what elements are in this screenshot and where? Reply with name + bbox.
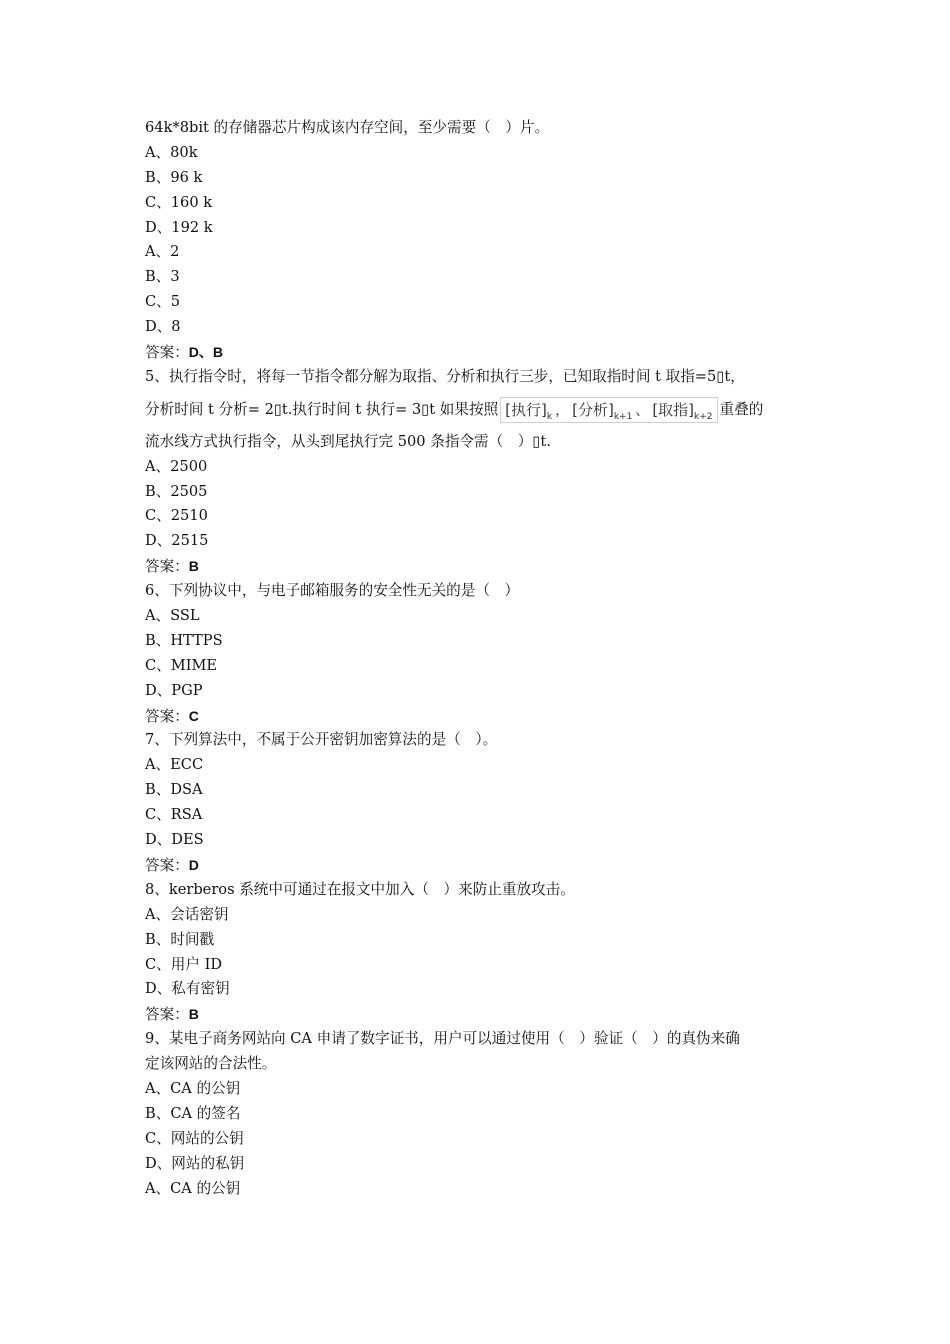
answer-label: 答案： — [145, 856, 189, 874]
option-line: D、192 k — [145, 218, 213, 236]
option-line: A、会话密钥 — [145, 905, 229, 923]
option-line: C、160 k — [145, 193, 213, 211]
answer-label: 答案： — [145, 558, 189, 576]
option-line: A、2500 — [145, 457, 208, 475]
answer-value: D、B — [188, 344, 224, 361]
option-line: D、私有密钥 — [145, 980, 230, 998]
q5-line2-suffix: 重叠的 — [719, 400, 764, 418]
formula-term-fetch: [取指] — [652, 400, 695, 419]
formula-separator: ， — [555, 402, 570, 419]
formula-sub-k1: k+1 — [613, 411, 633, 422]
option-line: B、HTTPS — [145, 631, 223, 649]
formula-term-exec: [执行] — [505, 400, 547, 419]
answer-line — [145, 853, 810, 878]
option-line: B、96 k — [145, 168, 203, 186]
option-line: B、时间戳 — [145, 930, 215, 948]
question-5-stem-line2 — [145, 390, 810, 430]
document-page — [145, 116, 810, 1201]
q5-line2-prefix: 分析时间 t 分析= 2▯t.执行时间 t 执行= 3▯t 如果按照 — [145, 400, 499, 418]
formula-separator: 、 — [635, 402, 650, 419]
answer-line — [145, 554, 810, 579]
option-line: A、ECC — [145, 756, 204, 774]
option-line: B、CA 的签名 — [145, 1104, 241, 1122]
answer-label: 答案： — [145, 707, 189, 725]
option-line: D、DES — [145, 831, 204, 849]
option-line: A、SSL — [145, 607, 200, 625]
option-line: A、CA 的公钥 — [145, 1079, 241, 1097]
formula-term-analyze: [分析] — [572, 400, 614, 419]
question-5-stem-line1: 5、执行指令时，将每一节指令都分解为取指、分析和执行三步，已知取指时间 t 取指=5▯t， — [145, 367, 745, 385]
question-9-stem-line1: 9、某电子商务网站向 CA 申请了数字证书，用户可以通过使用（ ）验证（ ）的真伪来确 — [145, 1030, 740, 1048]
option-line: C、5 — [145, 293, 181, 311]
option-line: B、DSA — [145, 781, 203, 799]
answer-label: 答案： — [145, 1006, 189, 1024]
answer-value: B — [188, 1006, 199, 1023]
answer-value: B — [188, 558, 199, 575]
option-line: C、用户 ID — [145, 955, 223, 973]
answer-line — [145, 1002, 810, 1027]
formula-sub-k2: k+2 — [694, 411, 713, 422]
question-7-stem: 7、下列算法中，不属于公开密钥加密算法的是（ ）。 — [145, 731, 498, 749]
formula-sub-k: k — [546, 411, 553, 422]
answer-line — [145, 704, 810, 729]
option-line: C、2510 — [145, 507, 208, 525]
option-line: C、MIME — [145, 656, 218, 674]
option-line: D、2515 — [145, 532, 209, 550]
option-line: C、网站的公钥 — [145, 1129, 244, 1147]
option-line: D、8 — [145, 318, 181, 336]
option-line: C、RSA — [145, 806, 203, 824]
answer-label: 答案： — [145, 344, 189, 362]
question-5-stem-line3: 流水线方式执行指令，从头到尾执行完 500 条指令需（ ）▯t. — [145, 432, 551, 450]
question-9-stem-line2: 定该网站的合法性。 — [145, 1055, 277, 1073]
option-line: B、3 — [145, 268, 180, 286]
pipeline-formula-image — [500, 397, 717, 423]
option-line: D、网站的私钥 — [145, 1154, 245, 1172]
question-text: 64k*8bit 的存储器芯片构成该内存空间，至少需要（ ）片。 — [145, 119, 550, 136]
option-line: D、PGP — [145, 681, 203, 699]
answer-value: D — [188, 856, 199, 873]
option-line: A、2 — [145, 243, 180, 261]
option-line: A、CA 的公钥 — [145, 1179, 241, 1197]
answer-value: C — [188, 707, 199, 724]
question-6-stem: 6、下列协议中，与电子邮箱服务的安全性无关的是（ ） — [145, 582, 520, 600]
option-line: A、80k — [145, 143, 198, 161]
answer-line — [145, 340, 810, 365]
option-line: B、2505 — [145, 482, 208, 500]
question-8-stem: 8、kerberos 系统中可通过在报文中加入（ ）来防止重放攻击。 — [145, 880, 575, 898]
